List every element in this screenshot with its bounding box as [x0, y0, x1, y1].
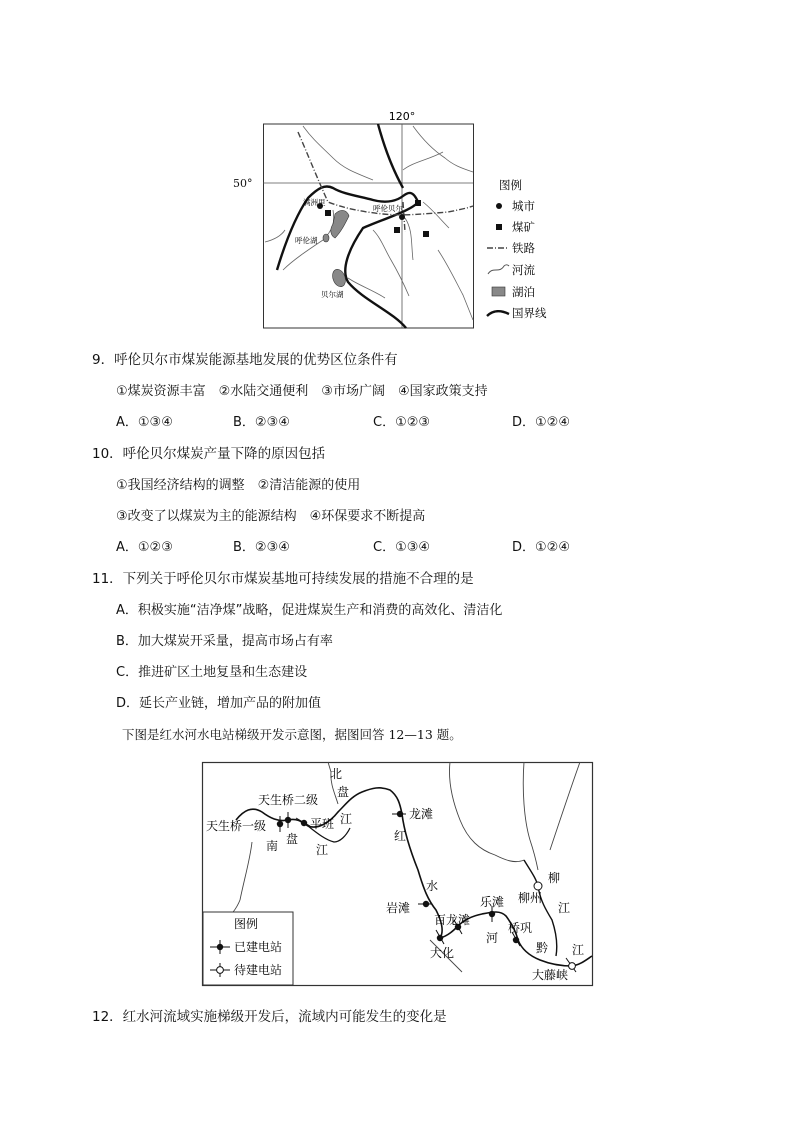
label-yantan: 岩滩 [386, 901, 411, 915]
station-longtan [392, 811, 406, 817]
station-pingban [296, 818, 310, 826]
rivers [265, 126, 473, 320]
label-qiaogong: 桥巩 [508, 921, 533, 935]
label-qianjiang-2: 江 [572, 943, 585, 957]
legend-border: 国界线 [512, 306, 547, 320]
hulunbuir-map [263, 110, 568, 330]
map2-legend-title: 图例 [234, 917, 259, 931]
legend-title: 图例 [499, 178, 522, 192]
question-9-choice-a[interactable]: A．①③④ [116, 415, 173, 430]
question-9-choice-c[interactable]: C．①②③ [373, 415, 431, 430]
question-11-stem: 11．下列关于呼伦贝尔市煤炭基地可持续发展的措施不合理的是 [92, 571, 474, 587]
label-beipan-1: 北 [330, 767, 343, 781]
legend-coal: 煤矿 [512, 220, 535, 234]
label-nanpan-3: 江 [316, 843, 329, 857]
question-9-statements: ①煤炭资源丰富 ②水陆交通便利 ③市场广阔 ④国家政策支持 [116, 384, 488, 399]
question-10-choice-d[interactable]: D．①②④ [512, 540, 570, 555]
small-lake [323, 234, 329, 242]
label-hulun-lake: 呼伦湖 [295, 236, 318, 245]
legend-railway: 铁路 [512, 241, 535, 255]
lat-label: 50° [233, 177, 253, 190]
coal-mine [415, 200, 421, 206]
city-liuzhou [534, 882, 542, 890]
label-beipan-3: 江 [340, 812, 353, 826]
question-10-choice-a[interactable]: A．①②③ [116, 540, 173, 555]
city-hulunbuir [399, 214, 405, 220]
legend-planned: 待建电站 [234, 963, 283, 977]
label-letan: 乐滩 [480, 895, 505, 909]
question-9-choice-b[interactable]: B．②③④ [233, 415, 290, 430]
legend-coal-symbol [496, 224, 502, 230]
label-hongshui-1: 红 [394, 829, 407, 843]
question-11-choice-a[interactable]: A．积极实施“洁净煤”战略，促进煤炭生产和消费的高效化、清洁化 [116, 603, 503, 618]
legend-lake-symbol [492, 287, 505, 296]
question-10-stem: 10．呼伦贝尔煤炭产量下降的原因包括 [92, 446, 326, 462]
legend-built-symbol [217, 944, 223, 950]
legend-built: 已建电站 [234, 940, 283, 954]
legend-planned-symbol [217, 967, 224, 974]
question-9-choice-d[interactable]: D．①②④ [512, 415, 570, 430]
legend-river-symbol [488, 265, 509, 274]
question-11-choice-c[interactable]: C．推进矿区土地复垦和生态建设 [116, 665, 308, 680]
national-border-north [378, 124, 403, 188]
label-nanpan-2: 盘 [286, 832, 299, 846]
label-datengxia: 大藤峡 [532, 968, 569, 982]
question-11-choice-b[interactable]: B．加大煤炭开采量，提高市场占有率 [116, 634, 333, 649]
map2-intro: 下图是红水河水电站梯级开发示意图，据图回答 12—13 题。 [122, 727, 462, 742]
label-hongshui-2: 水 [426, 879, 439, 893]
label-longtan: 龙滩 [409, 807, 434, 821]
coal-mine [325, 210, 331, 216]
label-beipan-2: 盘 [337, 785, 350, 799]
legend-river: 河流 [512, 263, 535, 277]
station-tianshengqiao1 [277, 816, 283, 832]
label-nanpan-1: 南 [266, 839, 279, 853]
hongshui-river-map [200, 760, 596, 988]
map1-legend [487, 178, 547, 320]
legend-city-symbol [496, 203, 502, 209]
question-11-choice-d[interactable]: D．延长产业链，增加产品的附加值 [116, 696, 322, 711]
legend-border-symbol [487, 311, 509, 316]
question-10-statements-1: ①我国经济结构的调整 ②清洁能源的使用 [116, 478, 361, 493]
label-tianshengqiao1: 天生桥一级 [206, 819, 267, 833]
lon-label: 120° [388, 110, 416, 123]
legend-lake: 湖泊 [512, 285, 535, 299]
coal-mine [423, 231, 429, 237]
label-manzhouli: 满洲里 [303, 198, 326, 207]
label-liuzhou: 柳州 [518, 891, 543, 905]
legend-city: 城市 [512, 199, 535, 213]
label-bailongtan: 百龙滩 [434, 913, 471, 927]
label-tianshengqiao2: 天生桥二级 [258, 793, 319, 807]
label-buir-lake: 贝尔湖 [321, 290, 344, 299]
label-dahua: 大化 [430, 946, 455, 960]
station-tianshengqiao2 [285, 812, 291, 828]
label-liujiang: 江 [558, 901, 571, 915]
map2-legend [203, 912, 293, 985]
coal-mine [394, 227, 400, 233]
question-9-stem: 9．呼伦贝尔市煤炭能源基地发展的优势区位条件有 [92, 352, 398, 368]
question-12-stem: 12．红水河流域实施梯级开发后，流域内可能发生的变化是 [92, 1009, 447, 1025]
question-10-statements-2: ③改变了以煤炭为主的能源结构 ④环保要求不断提高 [116, 509, 426, 524]
label-hongshui-3: 河 [486, 931, 499, 945]
label-qianjiang-1: 黔 [536, 941, 549, 955]
label-pingban: 平班 [310, 817, 335, 831]
label-hulunbuir: 呼伦贝尔 [373, 204, 403, 213]
question-10-choice-c[interactable]: C．①③④ [373, 540, 431, 555]
question-10-choice-b[interactable]: B．②③④ [233, 540, 290, 555]
label-liuzhou-1: 柳 [548, 871, 561, 885]
